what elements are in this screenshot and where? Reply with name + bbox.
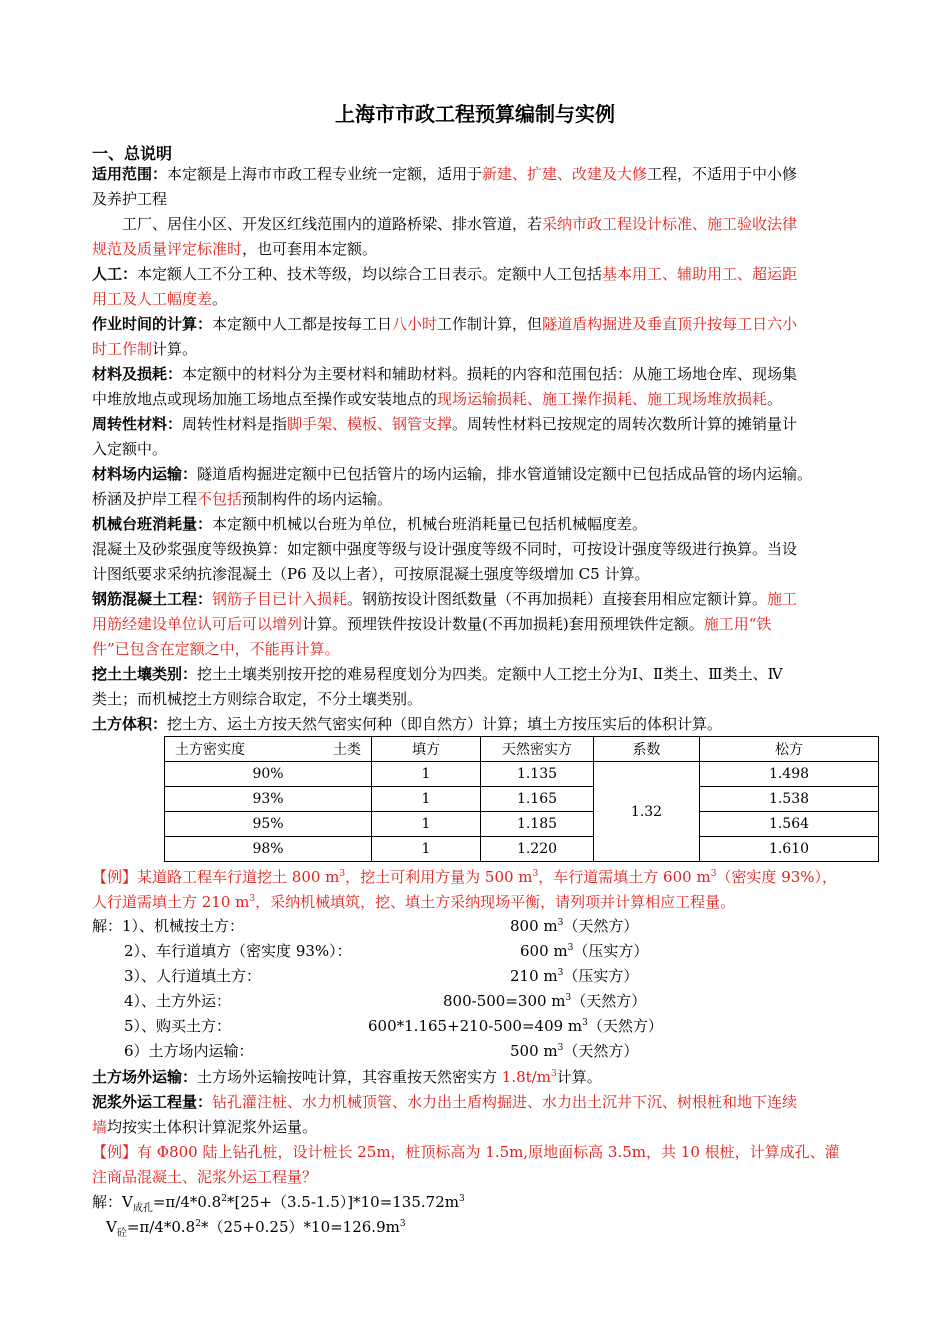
- value: 800-500=300 m: [443, 992, 566, 1010]
- header-density: 土方密实度: [175, 742, 245, 758]
- text: ，车行道需填土方 600 m: [538, 868, 711, 886]
- mud-label: 泥浆外运工程量：: [92, 1093, 213, 1111]
- highlight: 墙: [92, 1118, 108, 1136]
- text: ，挖土可利用方量为 500 m: [345, 868, 533, 886]
- value: 210 m: [510, 967, 558, 985]
- highlight: 件”已包含在定额之中，不能再计算。: [92, 640, 340, 658]
- text: 本定额人工不分工种、技术等级，均以综合工日表示。定额中人工包括: [137, 265, 603, 283]
- loose-cell: 1.610: [700, 837, 879, 862]
- transport-line-1: [92, 462, 892, 487]
- sup: 3: [458, 1194, 465, 1204]
- highlight: 时工作制: [92, 340, 153, 358]
- sup: 3: [565, 993, 572, 1003]
- text: 预制构件的场内运输。: [242, 490, 393, 508]
- solution1-item: 4）、土方外运：: [124, 992, 232, 1010]
- highlight: [502, 1068, 557, 1086]
- value: 800 m: [510, 917, 558, 935]
- header-soil-type: 土类: [333, 742, 361, 758]
- solution1-item: 解：1）、机械按土方：: [92, 917, 245, 935]
- material-line-2: [92, 387, 892, 412]
- header-cell: 天然密实方: [481, 737, 594, 762]
- sup: 3: [339, 869, 346, 879]
- text: （密实度 93%），: [716, 868, 838, 886]
- example2-line-1: 【例】有 Φ800 陆上钻孔桩，设计桩长 25m，桩顶标高为 1.5m,原地面标高 3.5m，共 10 根桩，计算成孔、灌: [92, 1143, 840, 1161]
- highlight: 基本用工、辅助用工、超运距: [602, 265, 798, 283]
- text: 本定额是上海市市政工程专业统一定额，适用于: [167, 165, 483, 183]
- labor-label: 人工：: [92, 265, 138, 283]
- transport-line-2: [92, 487, 892, 512]
- earth-volume-line: [92, 712, 892, 737]
- mud-line-1: [92, 1090, 892, 1115]
- density-cell: 93%: [165, 787, 372, 812]
- text: 挖土土壤类别按开挖的难易程度划分为四类。定额中人工挖土分为Ⅰ、Ⅱ类土、Ⅲ类土、Ⅳ: [197, 665, 783, 683]
- solution1-item: 2）、车行道填方（密实度 93%）：: [124, 942, 352, 960]
- highlight: 脚手架、模板、钢管支撑: [287, 415, 453, 433]
- highlight: 采纳市政工程设计标准、施工验收法律: [542, 215, 798, 233]
- sup: 3: [557, 1043, 564, 1053]
- sup: 3: [557, 918, 564, 928]
- sup: 2: [195, 1219, 201, 1229]
- text: V: [106, 1218, 117, 1236]
- machine-label: 机械台班消耗量：: [92, 515, 213, 533]
- concrete-line-1: 混凝土及砂浆强度等级换算：如定额中强度等级与设计强度等级不同时，可按设计强度等级进行换算。当设: [92, 540, 798, 558]
- text: 工程，不适用于中小修: [647, 165, 798, 183]
- solution1-value: [520, 940, 648, 961]
- labor-line-2: [92, 287, 892, 312]
- fill-cell: 1: [372, 837, 481, 862]
- text: 计算。预埋铁件按设计数量(不再加损耗)套用预埋铁件定额。: [302, 615, 704, 633]
- solution1-value: [510, 915, 638, 936]
- labor-line-1: [92, 262, 892, 287]
- text: 挖土方、运土方按天然气密实何种（即自然方）计算；填土方按压实后的体积计算。: [167, 715, 723, 733]
- text: 计算。: [152, 340, 198, 358]
- text: 土方场外运输按吨计算，其容重按天然密实方: [197, 1068, 502, 1086]
- soil-class-label: 挖土土壤类别：: [92, 665, 198, 683]
- sup: 3: [710, 869, 717, 879]
- solution2-line-1: [92, 1190, 892, 1215]
- text: 人行道需填土方 210 m: [92, 893, 250, 911]
- page-title: 上海市市政工程预算编制与实例: [335, 102, 615, 126]
- unit: （压实方）: [573, 942, 649, 960]
- sup: 3: [557, 968, 564, 978]
- scope-line-2: 及养护工程: [92, 190, 168, 208]
- solution2-line-2: [106, 1215, 906, 1240]
- text: 工作制计算，但: [437, 315, 543, 333]
- value: 500 m: [510, 1042, 558, 1060]
- text: *（25+0.25）*10=126.9m: [200, 1218, 400, 1236]
- highlight: 隧道盾构掘进及垂直顶升按每工日六小: [542, 315, 798, 333]
- unit: （天然方）: [587, 1017, 663, 1035]
- soil-class-line-1: [92, 662, 892, 687]
- highlight: 不包括: [197, 490, 243, 508]
- sup: 3: [550, 1069, 557, 1079]
- scope-label: 适用范围：: [92, 165, 168, 183]
- mud-line-2: [92, 1115, 892, 1140]
- solution1-value: [510, 1040, 638, 1061]
- natural-cell: 1.220: [481, 837, 594, 862]
- solution1-value: [368, 1015, 663, 1036]
- rebar-line-3: [92, 637, 892, 662]
- value: 600 m: [520, 942, 568, 960]
- text: ，也可套用本定额。: [242, 240, 378, 258]
- sub: 成孔: [132, 1203, 153, 1214]
- section-heading: 一、总说明: [92, 144, 173, 163]
- machine-line: [92, 512, 892, 537]
- text: 。周转性材料已按规定的周转次数所计算的摊销量计: [452, 415, 798, 433]
- text: =π/4*0.8: [126, 1218, 196, 1236]
- text: 1.8t/m: [501, 1068, 551, 1086]
- text: ，采纳机械填筑，挖、填土方采纳现场平衡，请列项并计算相应工程量。: [255, 893, 736, 911]
- worktime-label: 作业时间的计算：: [92, 315, 213, 333]
- solution1-item: 5）、购买土方：: [124, 1017, 232, 1035]
- sub: 砼: [116, 1228, 127, 1239]
- density-cell: 95%: [165, 812, 372, 837]
- text: 解：V: [92, 1193, 133, 1211]
- table-row: [165, 837, 879, 862]
- text: 均按实土体积计算泥浆外运量。: [107, 1118, 318, 1136]
- example2-line-2: 注商品混凝土、泥浆外运工程量？: [92, 1168, 318, 1186]
- sup: 3: [582, 1018, 588, 1028]
- sup: 3: [249, 894, 256, 904]
- fill-cell: 1: [372, 762, 481, 787]
- offsite-transport-line: [92, 1065, 892, 1090]
- transport-label: 材料场内运输：: [92, 465, 198, 483]
- worktime-line-1: [92, 312, 892, 337]
- unit: （压实方）: [563, 967, 639, 985]
- scope-line-3: [92, 212, 922, 237]
- text: 工厂、居住小区、开发区红线范围内的道路桥梁、排水管道，若: [122, 215, 543, 233]
- solution1-item: 6）土方场内运输：: [124, 1042, 254, 1060]
- header-cell: 填方: [372, 737, 481, 762]
- turnover-line-2: 入定额中。: [92, 440, 168, 458]
- text: 计算。: [556, 1068, 602, 1086]
- example1-line-2: [92, 890, 892, 915]
- highlight: 钢筋子目已计入损耗: [212, 590, 348, 608]
- fill-cell: 1: [372, 812, 481, 837]
- natural-cell: 1.135: [481, 762, 594, 787]
- table-header-row: [165, 737, 879, 762]
- highlight: 八小时: [392, 315, 438, 333]
- table-row: [165, 762, 879, 787]
- highlight: 现场运输损耗、施工操作损耗、施工现场堆放损耗: [437, 390, 768, 408]
- concrete-line-2: 计图纸要求采纳抗渗混凝土（P6 及以上者），可按原混凝土强度等级增加 C5 计算。: [92, 565, 650, 583]
- text: 本定额中机械以台班为单位，机械台班消耗量已包括机械幅度差。: [212, 515, 648, 533]
- scope-line-4: [92, 237, 892, 262]
- highlight: 施工: [767, 590, 798, 608]
- highlight: 施工用“铁: [703, 615, 772, 633]
- material-label: 材料及损耗：: [92, 365, 183, 383]
- sup: 2: [221, 1194, 227, 1204]
- text: 中堆放地点或现场加施工场地点至操作或安装地点的: [92, 390, 438, 408]
- coef-cell: 1.32: [594, 762, 700, 862]
- worktime-line-2: [92, 337, 892, 362]
- sup: 3: [399, 1219, 406, 1229]
- sup: 3: [567, 943, 574, 953]
- text: 。钢筋按设计图纸数量（不再加损耗）直接套用相应定额计算。: [347, 590, 768, 608]
- highlight: 用工及人工幅度差: [92, 290, 213, 308]
- highlight: 规范及质量评定标准时: [92, 240, 243, 258]
- table-row: [165, 787, 879, 812]
- table-row: [165, 812, 879, 837]
- text: 桥涵及护岸工程: [92, 490, 198, 508]
- earth-volume-label: 土方体积：: [92, 715, 168, 733]
- soil-conversion-table: [164, 736, 879, 862]
- rebar-label: 钢筋混凝土工程：: [92, 590, 213, 608]
- material-line-1: [92, 362, 892, 387]
- text: 本定额中的材料分为主要材料和辅助材料。损耗的内容和范围包括：从施工场地仓库、现场集: [182, 365, 798, 383]
- soil-class-line-2: 类土；而机械挖土方则综合取定，不分土壤类别。: [92, 690, 423, 708]
- text: 隧道盾构掘进定额中已包括管片的场内运输，排水管道铺设定额中已包括成品管的场内运输。: [197, 465, 813, 483]
- natural-cell: 1.185: [481, 812, 594, 837]
- unit: （天然方）: [563, 917, 639, 935]
- header-cell: 松方: [700, 737, 879, 762]
- example1-line-1: [92, 865, 892, 890]
- text: 。: [212, 290, 228, 308]
- loose-cell: 1.498: [700, 762, 879, 787]
- highlight: 新建、扩建、改建及大修: [482, 165, 648, 183]
- solution1-value: [510, 965, 638, 986]
- scope-line-1: [92, 162, 892, 187]
- rebar-line-2: [92, 612, 892, 637]
- sup: 3: [532, 869, 539, 879]
- header-cell: [165, 737, 372, 762]
- text: 周转性材料是指: [182, 415, 288, 433]
- loose-cell: 1.538: [700, 787, 879, 812]
- text: *[25+（3.5-1.5）]*10=135.72m: [226, 1193, 459, 1211]
- text: 【例】某道路工程车行道挖土 800 m: [92, 868, 340, 886]
- density-cell: 90%: [165, 762, 372, 787]
- offsite-label: 土方场外运输：: [92, 1068, 198, 1086]
- value: 600*1.165+210-500=409 m: [368, 1017, 583, 1035]
- text: =π/4*0.8: [152, 1193, 222, 1211]
- unit: （天然方）: [563, 1042, 639, 1060]
- highlight: 用筋经建设单位认可后可以增列: [92, 615, 303, 633]
- solution1-value: [443, 990, 646, 1011]
- unit: （天然方）: [571, 992, 647, 1010]
- text: 。: [767, 390, 783, 408]
- natural-cell: 1.165: [481, 787, 594, 812]
- header-cell: 系数: [594, 737, 700, 762]
- rebar-line-1: [92, 587, 892, 612]
- highlight: 钻孔灌注桩、水力机械顶管、水力出土盾构掘进、水力出土沉井下沉、树根桩和地下连续: [212, 1093, 798, 1111]
- text: 本定额中人工都是按每工日: [212, 315, 393, 333]
- fill-cell: 1: [372, 787, 481, 812]
- solution1-item: 3）、人行道填土方：: [124, 967, 262, 985]
- loose-cell: 1.564: [700, 812, 879, 837]
- turnover-line-1: [92, 412, 892, 437]
- turnover-label: 周转性材料：: [92, 415, 183, 433]
- density-cell: 98%: [165, 837, 372, 862]
